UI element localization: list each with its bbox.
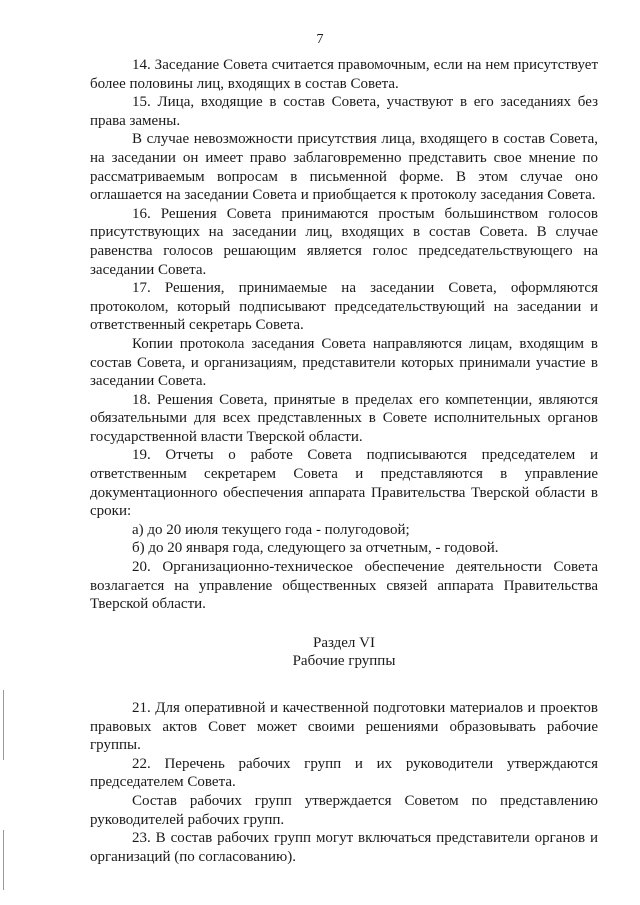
paragraph: Копии протокола заседания Совета направляются лицам, входящим в состав Совета, и организациям, представители которых принимали участие в заседании Совета. xyxy=(90,335,598,390)
paragraph: 21. Для оперативной и качественной подготовки материалов и проектов правовых актов Совет может своими решениями образовывать рабочие группы. xyxy=(90,700,598,754)
paragraph: 15. Лица, входящие в состав Совета, участвуют в его заседаниях без права замены. xyxy=(90,94,598,129)
document-body xyxy=(90,56,598,866)
page-number: 7 xyxy=(316,32,324,47)
section-title: Рабочие группы xyxy=(292,653,396,670)
section-spacer xyxy=(90,671,598,699)
paragraph: 17. Решения, принимаемые на заседании Совета, оформляются протоколом, который подписывают председательствующий на заседании и ответственный секретарь Совета. xyxy=(90,280,598,334)
paragraph: 20. Организационно-техническое обеспечение деятельности Совета возлагается на управление общественных связей аппарата Правительства Тверской области. xyxy=(90,559,598,613)
paragraph: 23. В состав рабочих групп могут включаться представители органов и организаций (по согласованию). xyxy=(90,830,598,865)
section-heading: Раздел VI xyxy=(312,634,375,651)
section-header xyxy=(90,634,598,671)
paragraph: Состав рабочих групп утверждается Советом по представлению руководителей рабочих групп. xyxy=(90,792,598,828)
paragraph: 22. Перечень рабочих групп и их руководители утверждаются председателем Совета. xyxy=(90,755,598,791)
paragraph: 19. Отчеты о работе Совета подписываются председателем и ответственным секретарем Совета и представляются в управление документационного обеспечения аппарата Правительства Тверской области в сроки: xyxy=(90,447,598,520)
list-item: а) до 20 июля текущего года - полугодовой; xyxy=(132,521,410,538)
paragraph: 16. Решения Совета принимаются простым большинством голосов присутствующих на заседании лиц, входящих в состав Совета. В случае равенства голосов решающим является голос председательствующего на заседании Совета. xyxy=(90,205,598,278)
scan-margin-mark xyxy=(3,830,4,890)
paragraph: 14. Заседание Совета считается правомочным, если на нем присутствует более половины лиц, входящих в состав Совета. xyxy=(90,57,598,92)
paragraph: В случае невозможности присутствия лица, входящего в состав Совета, на заседании он имеет право заблаговременно представить свое мнение по рассматриваемым вопросам в письменной форме. В этом случае оно оглашается на заседании Совета и приобщается к протоколу заседания Совета. xyxy=(90,131,598,204)
paragraph: 18. Решения Совета, принятые в пределах его компетенции, являются обязательными для всех представленных в Совете исполнительных органов государственной власти Тверской области. xyxy=(90,391,598,445)
list-item: б) до 20 января года, следующего за отчетным, - годовой. xyxy=(132,540,499,557)
scan-margin-mark xyxy=(3,690,4,760)
